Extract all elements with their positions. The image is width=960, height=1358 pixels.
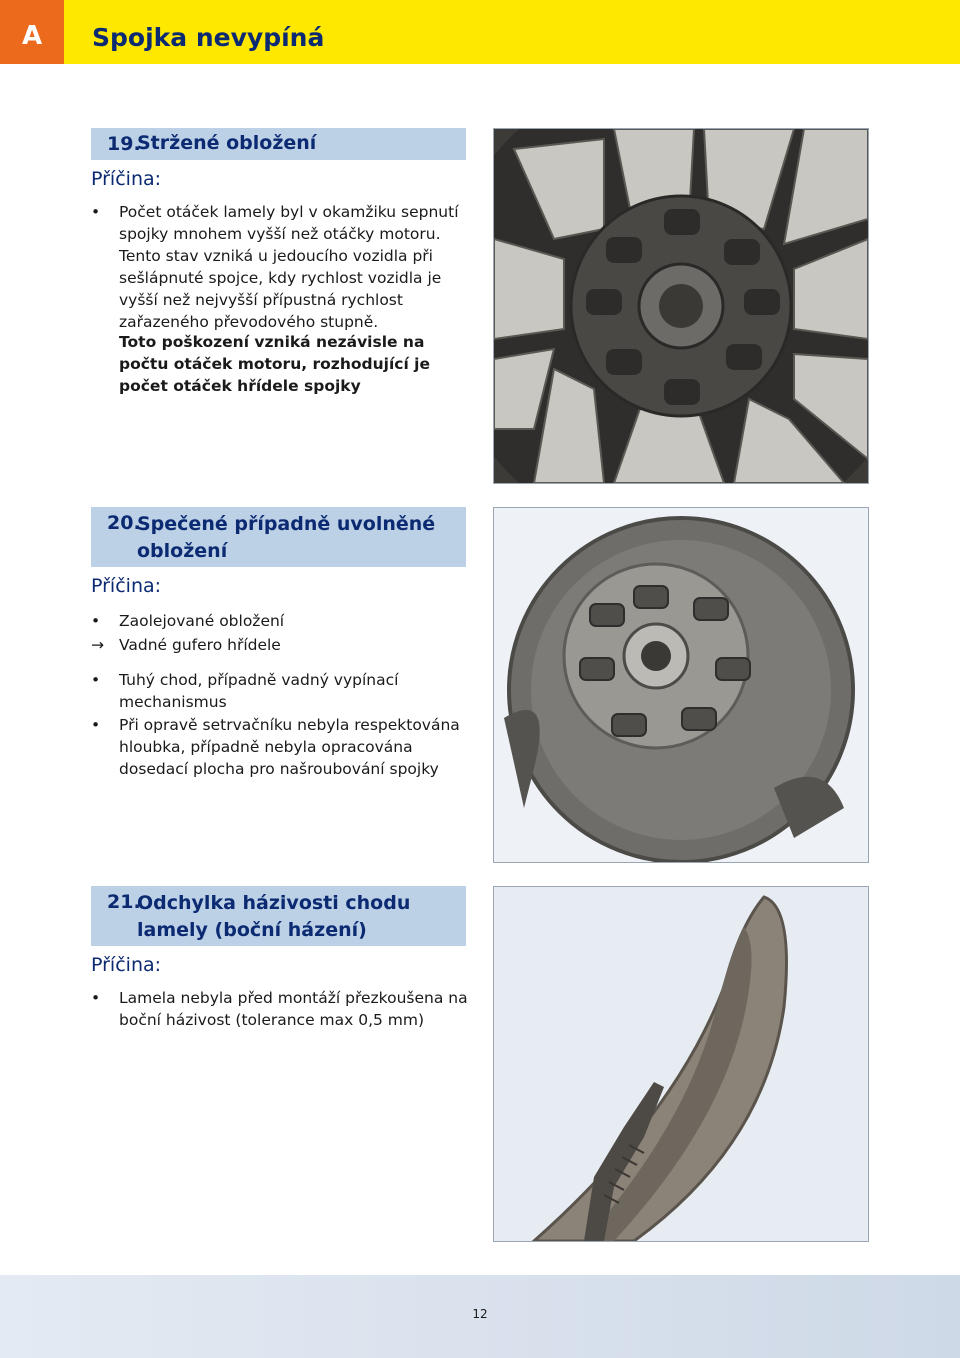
list-item <box>91 714 471 780</box>
item-text: Při opravě setrvačníku nebyla respektována hloubka, případně nebyla opracována dosedací plocha pro našroubování spojky <box>119 716 460 778</box>
section-title: Stržené obložení <box>137 132 317 154</box>
bullet-icon: • <box>91 612 101 630</box>
clutch-disc-illustration <box>494 508 868 862</box>
section-19-heading <box>91 128 466 160</box>
cause-label: Příčina: <box>91 575 162 597</box>
section-title: Spečené případně uvolněné obložení <box>137 513 436 562</box>
baked-clutch-disc-photo <box>493 507 869 863</box>
item-text: Tuhý chod, případně vadný vypínací mechanismus <box>119 671 399 711</box>
section-number: 21. <box>107 891 141 913</box>
bullet-icon: • <box>91 989 101 1007</box>
section-21-heading <box>91 886 466 946</box>
item-text: Lamela nebyla před montáží přezkoušena na boční házivost (tolerance max 0,5 mm) <box>119 989 468 1029</box>
page-number: 12 <box>472 1307 488 1321</box>
bullet-icon: • <box>91 671 101 689</box>
torn-clutch-disc-photo <box>493 128 869 484</box>
list-item <box>91 610 471 632</box>
cause-label: Příčina: <box>91 168 162 190</box>
page-title: Spojka nevypíná <box>92 23 325 52</box>
arrow-icon: → <box>91 636 104 654</box>
section-title: Odchylka házivosti chodu lamely (boční házení) <box>137 892 411 941</box>
list-item <box>91 201 471 331</box>
item-text: Vadné gufero hřídele <box>119 636 281 654</box>
page-footer <box>0 1275 960 1358</box>
section-number: 20. <box>107 512 141 534</box>
item-text: Zaolejované obložení <box>119 612 285 630</box>
clutch-disc-side-view-photo <box>493 886 869 1242</box>
item-text: Počet otáček lamely byl v okamžiku sepnutí spojky mnohem vyšší než otáčky motoru. Tento stav vzniká u jedoucího vozidla při sešlápnuté spojce, kdy rychlost vozidla je vyšší než nejvyšší přípustná rychlost zařazeného převodového stupně. <box>119 203 459 331</box>
list-item <box>91 669 471 713</box>
item-text-bold: Toto poškození vzniká nezávisle na počtu otáček motoru, rozhodující je počet otáček hřídele spojky <box>119 333 430 395</box>
section-number: 19. <box>107 133 141 155</box>
cause-label: Příčina: <box>91 954 162 976</box>
bullet-icon: • <box>91 203 101 221</box>
clutch-disc-side-illustration <box>494 887 868 1241</box>
section-20-heading <box>91 507 466 567</box>
chapter-letter: A <box>21 21 43 51</box>
list-item <box>91 331 471 397</box>
clutch-disc-illustration <box>494 129 868 483</box>
list-item <box>91 987 471 1031</box>
bullet-icon: • <box>91 716 101 734</box>
chapter-tab <box>0 0 64 64</box>
list-item <box>91 634 471 656</box>
